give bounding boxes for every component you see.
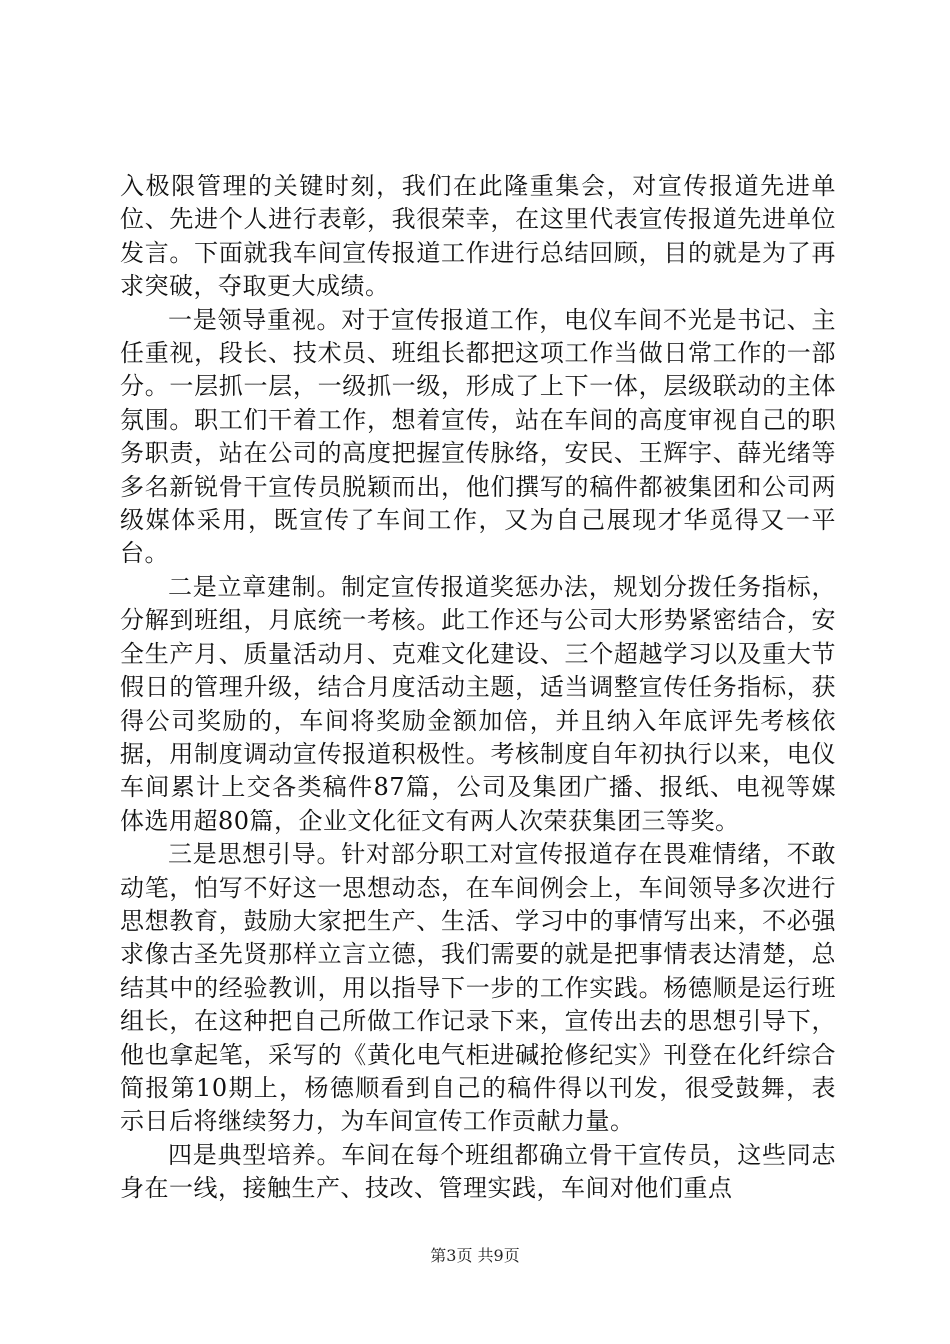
paragraph-leadership: 一是领导重视。对于宣传报道工作，电仪车间不光是书记、主任重视，段长、技术员、班组长都把这项工作当做日常工作的一部分。一层抓一层，一级抓一级，形成了上下一体，层级联动的主体氛围。职工们干着工作，想着宣传，站在车间的高度审视自己的职务职责，站在公司的高度把握宣传脉络，安民、王辉宇、薛光绪等多名新锐骨干宣传员脱颖而出，他们撰写的稿件都被集团和公司两级媒体采用，既宣传了车间工作，又为自己展现才华觅得又一平台。 bbox=[120, 305, 836, 568]
paragraph-intro: 入极限管理的关键时刻，我们在此隆重集会，对宣传报道先进单位、先进个人进行表彰，我很荣幸，在这里代表宣传报道先进单位发言。下面就我车间宣传报道工作进行总结回顾，目的就是为了再求突破，夺取更大成绩。 bbox=[120, 172, 836, 301]
paragraph-guidance: 三是思想引导。针对部分职工对宣传报道存在畏难情绪，不敢动笔，怕写不好这一思想动态，在车间例会上，车间领导多次进行思想教育，鼓励大家把生产、生活、学习中的事情写出来，不必强求像古圣先贤那样立言立德，我们需要的就是把事情表达清楚，总结其中的经验教训，用以指导下一步的工作实践。杨德顺是运行班组长，在这种把自己所做工作记录下来，宣传出去的思想引导下，他也拿起笔，采写的《黄化电气柜进碱抢修纪实》刊登在化纤综合简报第10期上，杨德顺看到自己的稿件得以刊发，很受鼓舞，表示日后将继续努力，为车间宣传工作贡献力量。 bbox=[120, 840, 836, 1136]
document-body bbox=[120, 170, 836, 1206]
page-footer: 第3页 共9页 bbox=[430, 1246, 520, 1265]
paragraph-rules: 二是立章建制。制定宣传报道奖惩办法，规划分拨任务指标，分解到班组，月底统一考核。此工作还与公司大形势紧密结合，安全生产月、质量活动月、克难文化建设、三个超越学习以及重大节假日的管理升级，结合月度活动主题，适当调整宣传任务指标，获得公司奖励的，车间将奖励金额加倍，并且纳入年底评先考核依据，用制度调动宣传报道积极性。考核制度自年初执行以来，电仪车间累计上交各类稿件87篇，公司及集团广播、报纸、电视等媒体选用超80篇，企业文化征文有两人次荣获集团三等奖。 bbox=[120, 572, 836, 835]
paragraph-cultivation: 四是典型培养。车间在每个班组都确立骨干宣传员，这些同志身在一线，接触生产、技改、管理实践，车间对他们重点 bbox=[120, 1140, 836, 1203]
